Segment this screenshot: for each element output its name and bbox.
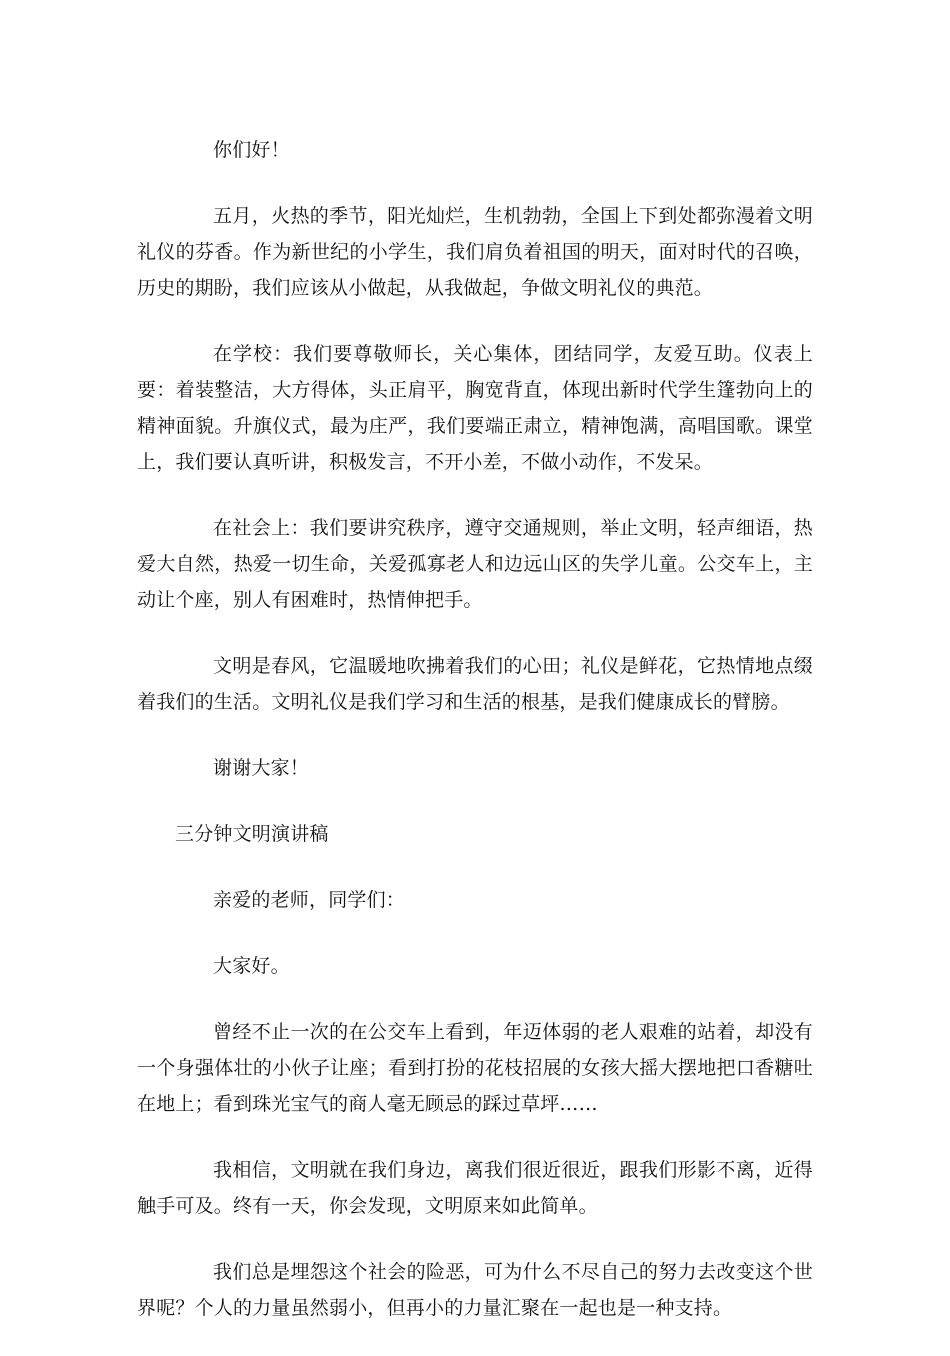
body-paragraph: 我们总是埋怨这个社会的险恶，可为什么不尽自己的努力去改变这个世界呢？个人的力量虽然弱小，但再小的力量汇聚在一起也是一种支持。 <box>137 1261 813 1319</box>
body-paragraph: 曾经不止一次的在公交车上看到，年迈体弱的老人艰难的站着，却没有一个身强体壮的小伙子让座；看到打扮的花枝招展的女孩大摇大摆地把口香糖吐在地上；看到珠光宝气的商人毫无顾忌的踩过草坪…… <box>137 1021 813 1115</box>
body-paragraph: 我相信，文明就在我们身边，离我们很近很近，跟我们形影不离，近得触手可及。终有一天，你会发现，文明原来如此简单。 <box>137 1159 813 1217</box>
body-paragraph: 在学校：我们要尊敬师长，关心集体，团结同学，友爱互助。仪表上要：着装整洁，大方得体，头正肩平，胸宽背直，体现出新时代学生篷勃向上的精神面貌。升旗仪式，最为庄严，我们要端正肃立，精神饱满，高唱国歌。课堂上，我们要认真听讲，积极发言，不开小差，不做小动作，不发呆。 <box>137 343 813 473</box>
salutation-paragraph: 亲爱的老师，同学们： <box>213 889 406 911</box>
section-title: 三分钟文明演讲稿 <box>175 823 329 845</box>
document-body <box>137 132 813 1356</box>
greeting-paragraph: 你们好！ <box>213 139 290 161</box>
greeting-paragraph: 大家好。 <box>213 955 290 977</box>
closing-paragraph: 谢谢大家！ <box>213 757 310 779</box>
body-paragraph: 五月，火热的季节，阳光灿烂，生机勃勃，全国上下到处都弥漫着文明礼仪的芬香。作为新世纪的小学生，我们肩负着祖国的明天，面对时代的召唤，历史的期盼，我们应该从小做起，从我做起，争做文明礼仪的典范。 <box>137 205 813 299</box>
body-paragraph: 文明是春风，它温暖地吹拂着我们的心田；礼仪是鲜花，它热情地点缀着我们的生活。文明礼仪是我们学习和生活的根基，是我们健康成长的臂膀。 <box>137 655 813 713</box>
body-paragraph: 在社会上：我们要讲究秩序，遵守交通规则，举止文明，轻声细语，热爱大自然，热爱一切生命，关爱孤寡老人和边远山区的失学儿童。公交车上，主动让个座，别人有困难时，热情伸把手。 <box>137 517 813 611</box>
